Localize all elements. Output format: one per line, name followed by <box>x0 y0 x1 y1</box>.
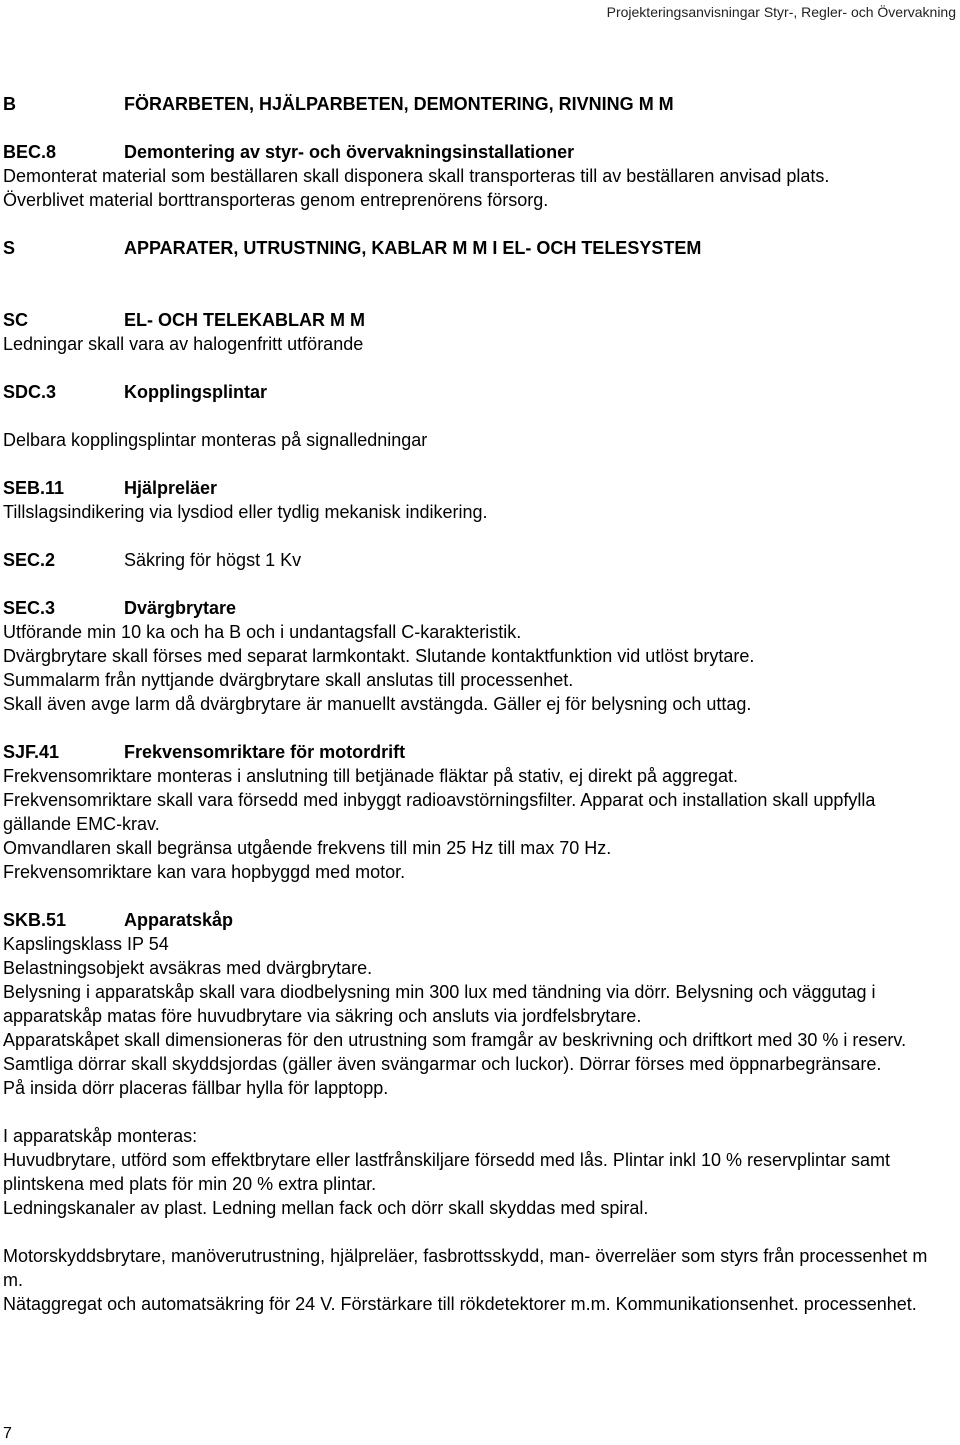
paragraph-line: Överblivet material borttransporteras genom entreprenörens försorg. <box>3 190 549 210</box>
section-code: SEC.3 <box>3 598 56 618</box>
paragraph-line: Ledningskanaler av plast. Ledning mellan fack och dörr skall skyddas med spiral. <box>3 1198 649 1218</box>
paragraph-line: Dvärgbrytare skall förses med separat larmkontakt. Slutande kontaktfunktion vid utlöst brytare. <box>3 646 755 666</box>
section-heading-b <box>3 92 953 116</box>
paragraph-line: Tillslagsindikering via lysdiod eller tydlig mekanisk indikering. <box>3 502 488 522</box>
section-title: Dvärgbrytare <box>124 598 237 618</box>
page-header: Projekteringsanvisningar Styr-, Regler- och Övervakning <box>606 4 956 20</box>
section-title: Apparatskåp <box>124 910 234 930</box>
section-code: S <box>3 238 16 258</box>
page-number: 7 <box>3 1425 12 1442</box>
paragraph-line: Demonterat material som beställaren skall disponera skall transporteras till av beställaren anvisad plats. <box>3 166 830 186</box>
section-heading-sdc3 <box>3 380 953 404</box>
paragraph-line: Belysning i apparatskåp skall vara diodbelysning min 300 lux med tändning via dörr. Belysning och väggutag i apparatskåp matas före huvudbrytare via säkring och ansluts via jordfelsbrytare. <box>3 982 876 1026</box>
paragraph-line: Frekvensomriktare monteras i anslutning till betjänade fläktar på stativ, ej direkt på aggregat. <box>3 766 739 786</box>
paragraph-line: Nätaggregat och automatsäkring för 24 V. Förstärkare till rökdetektorer m.m. Kommunikationsenhet. processenhet. <box>3 1294 917 1314</box>
document-body <box>3 92 953 1316</box>
section-heading-seb11 <box>3 476 953 500</box>
paragraph-line: Kapslingsklass IP 54 <box>3 934 169 954</box>
section-code: SC <box>3 310 29 330</box>
paragraph-line: Apparatskåpet skall dimensioneras för den utrustning som framgår av beskrivning och driftkort med 30 % i reserv. <box>3 1030 907 1050</box>
paragraph-line: Motorskyddsbrytare, manöverutrustning, hjälpreläer, fasbrottsskydd, man- överreläer som styrs från processenhet m m. <box>3 1246 928 1290</box>
section-heading-skb51 <box>3 908 953 932</box>
section-code: SJF.41 <box>3 742 60 762</box>
paragraph-line: Delbara kopplingsplintar monteras på signalledningar <box>3 430 428 450</box>
section-title: Säkring för högst 1 Kv <box>124 550 302 570</box>
section-heading-sec3 <box>3 596 953 620</box>
section-title: APPARATER, UTRUSTNING, KABLAR M M I EL- OCH TELESYSTEM <box>124 238 702 258</box>
paragraph-line: Summalarm från nyttjande dvärgbrytare skall anslutas till processenhet. <box>3 670 574 690</box>
section-code: SEC.2 <box>3 550 56 570</box>
paragraph-line: Utförande min 10 ka och ha B och i undantagsfall C-karakteristik. <box>3 622 522 642</box>
section-heading-bec8 <box>3 140 953 164</box>
section-heading-sjf41 <box>3 740 953 764</box>
paragraph-line: Belastningsobjekt avsäkras med dvärgbrytare. <box>3 958 373 978</box>
paragraph-line: I apparatskåp monteras: <box>3 1126 198 1146</box>
section-heading-sc <box>3 308 953 332</box>
paragraph-line: Ledningar skall vara av halogenfritt utförande <box>3 334 364 354</box>
section-code: B <box>3 94 16 114</box>
paragraph-line: Huvudbrytare, utförd som effektbrytare eller lastfrånskiljare försedd med lås. Plintar inkl 10 % reservplintar samt plintskena med plats för min 20 % extra plintar. <box>3 1150 891 1194</box>
section-code: BEC.8 <box>3 142 57 162</box>
paragraph-line: Frekvensomriktare skall vara försedd med inbyggt radioavstörningsfilter. Apparat och installation skall uppfylla gällande EMC-krav. <box>3 790 876 834</box>
paragraph-line: På insida dörr placeras fällbar hylla för lapptopp. <box>3 1078 389 1098</box>
section-title: FÖRARBETEN, HJÄLPARBETEN, DEMONTERING, RIVNING M M <box>124 94 674 114</box>
paragraph-line: Skall även avge larm då dvärgbrytare är manuellt avstängda. Gäller ej för belysning och uttag. <box>3 694 752 714</box>
section-heading-sec2 <box>3 548 953 572</box>
section-code: SDC.3 <box>3 382 57 402</box>
paragraph-line: Samtliga dörrar skall skyddsjordas (gäller även svängarmar och luckor). Dörrar förses med öppnarbegränsare. <box>3 1054 882 1074</box>
section-heading-s <box>3 236 953 260</box>
section-title: Demontering av styr- och övervakningsinstallationer <box>124 142 575 162</box>
paragraph-line: Omvandlaren skall begränsa utgående frekvens till min 25 Hz till max 70 Hz. <box>3 838 612 858</box>
section-title: Kopplingsplintar <box>124 382 267 402</box>
section-title: EL- OCH TELEKABLAR M M <box>124 310 365 330</box>
paragraph-line: Frekvensomriktare kan vara hopbyggd med motor. <box>3 862 406 882</box>
section-title: Frekvensomriktare för motordrift <box>124 742 406 762</box>
section-title: Hjälpreläer <box>124 478 218 498</box>
section-code: SEB.11 <box>3 478 65 498</box>
section-code: SKB.51 <box>3 910 67 930</box>
